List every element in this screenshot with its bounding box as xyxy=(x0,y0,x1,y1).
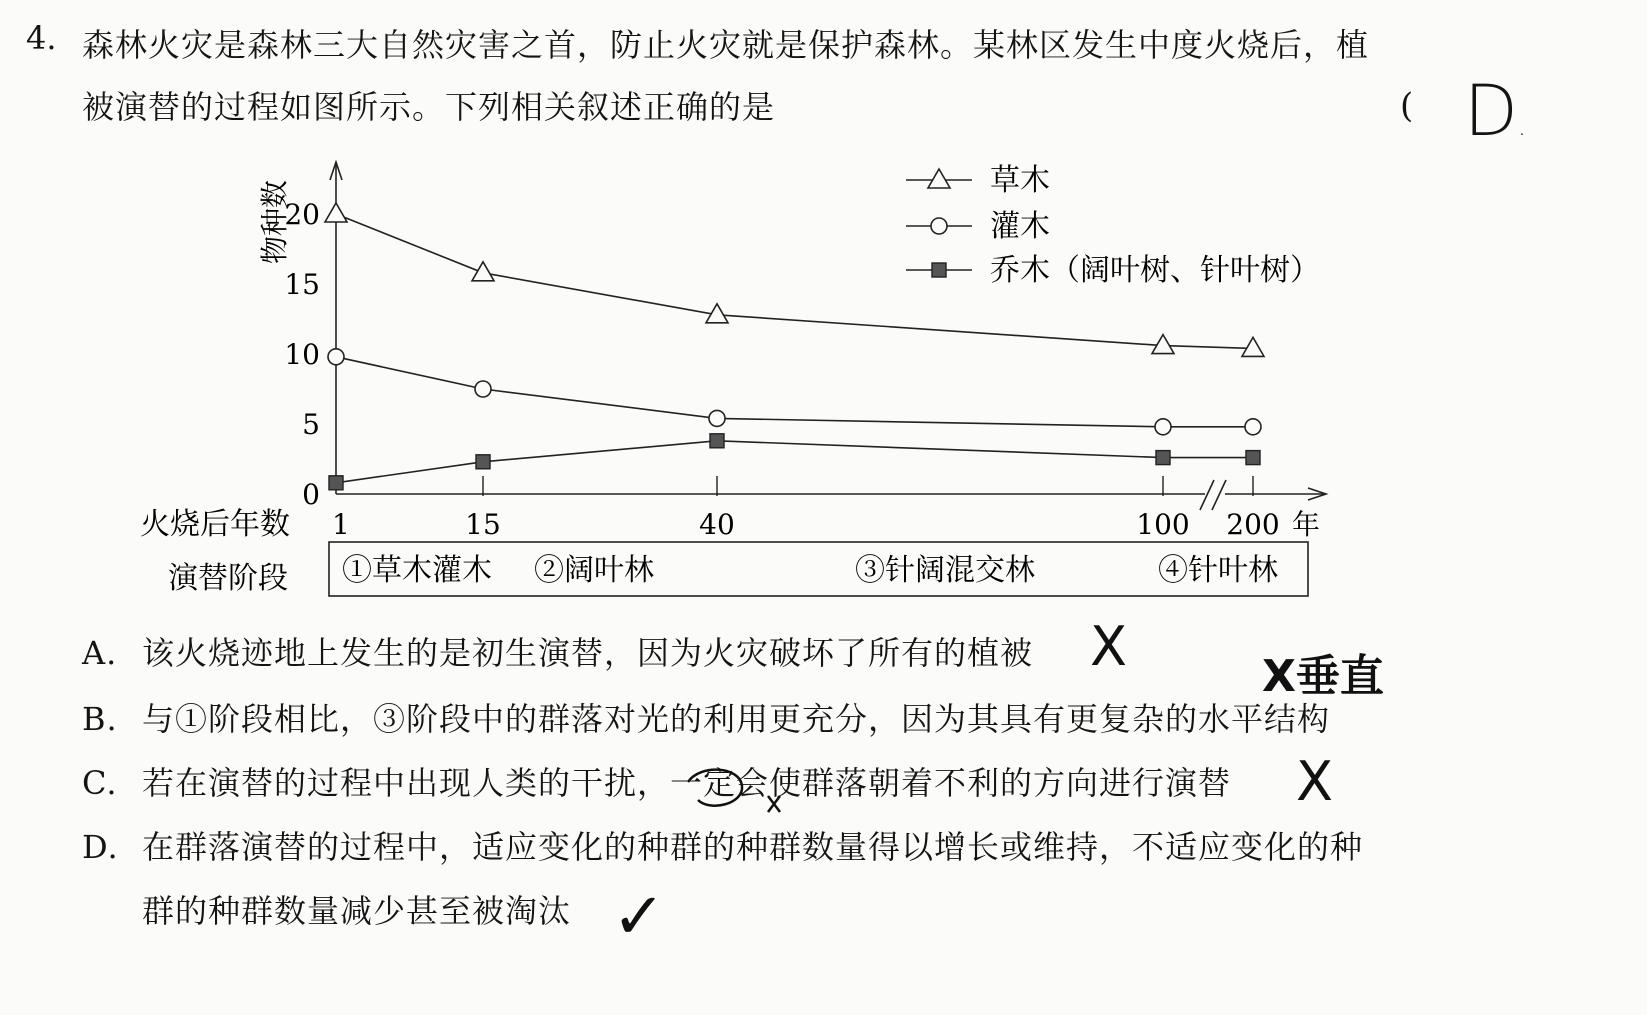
circle-marker xyxy=(931,218,947,234)
x-axis-label: 火烧后年数 xyxy=(140,507,290,542)
triangle-marker xyxy=(1152,335,1174,354)
option-b-text: 与①阶段相比，③阶段中的群落对光的利用更充分，因为其具有更复杂的水平结构 xyxy=(142,700,1331,738)
handwritten-answer: D. xyxy=(1464,70,1527,152)
chart-lines xyxy=(325,203,1264,490)
option-d-cont-text: 群的种群数量减少甚至被淘汰 xyxy=(142,892,572,930)
stage-label: ④针叶林 xyxy=(1158,553,1278,588)
succession-chart xyxy=(0,150,1647,610)
option-d-label: D. xyxy=(82,828,119,866)
x-tick-label: 40 xyxy=(699,508,735,541)
legend-label: 乔木（阔叶树、针叶树） xyxy=(990,253,1320,288)
y-tick-label: 10 xyxy=(284,338,320,371)
y-tick-label: 20 xyxy=(284,198,320,231)
mark-d: ✓ xyxy=(612,880,666,954)
option-a-text: 该火烧迹地上发生的是初生演替，因为火灾破坏了所有的植被 xyxy=(142,634,1034,672)
legend-label: 草木 xyxy=(990,163,1050,198)
circle-marker xyxy=(709,410,725,426)
circle-marker xyxy=(1245,419,1261,435)
stage-row-label: 演替阶段 xyxy=(168,561,288,596)
circle-marker xyxy=(328,349,344,365)
option-c-label: C. xyxy=(82,764,118,802)
x-tick-label: 1 xyxy=(332,508,350,541)
stage-label: ①草木灌木 xyxy=(342,553,492,588)
stem-line-2: 被演替的过程如图所示。下列相关叙述正确的是 xyxy=(82,88,776,126)
axis-break-mark xyxy=(1200,480,1214,510)
scribble-circle-icon xyxy=(680,760,790,820)
y-tick-label: 0 xyxy=(302,478,320,511)
y-tick-label: 15 xyxy=(284,268,320,301)
answer-paren: ( xyxy=(1400,86,1414,126)
option-c xyxy=(82,752,1231,814)
option-a-label: A. xyxy=(82,634,118,672)
triangle-marker xyxy=(928,169,950,188)
triangle-marker xyxy=(472,262,494,281)
axis-break-mark xyxy=(1212,480,1226,510)
legend-label: 灌木 xyxy=(990,209,1050,244)
square-marker xyxy=(1246,451,1260,465)
stage-label: ②阔叶林 xyxy=(534,553,654,588)
chart-legend xyxy=(906,163,1320,288)
x-tick-label: 100 xyxy=(1136,508,1190,541)
square-marker xyxy=(329,476,343,490)
circle-marker xyxy=(1155,419,1171,435)
mark-b: X垂直 xyxy=(1262,651,1384,702)
series-line xyxy=(336,357,1253,427)
question-number: 4. xyxy=(26,19,57,57)
option-d xyxy=(82,816,1363,878)
question-stem xyxy=(82,14,1562,138)
x-unit-label: 年 xyxy=(1292,508,1321,541)
option-b-label: B. xyxy=(82,700,118,738)
y-axis-label: 物种数 xyxy=(258,180,291,265)
square-marker xyxy=(476,455,490,469)
triangle-marker xyxy=(1242,337,1264,356)
mark-c: X xyxy=(1296,750,1333,813)
x-tick-label: 200 xyxy=(1226,508,1280,541)
stem-line-1: 森林火灾是森林三大自然灾害之首，防止火灾就是保护森林。某林区发生中度火烧后，植 xyxy=(82,26,1370,64)
mark-a: X xyxy=(1090,615,1127,678)
y-tick-label: 5 xyxy=(302,408,320,441)
option-c-text: 若在演替的过程中出现人类的干扰，一定会使群落朝着不利的方向进行演替 xyxy=(142,764,1232,802)
series-line xyxy=(336,441,1253,483)
chart-labels xyxy=(140,180,1320,596)
option-d-cont xyxy=(82,880,571,942)
triangle-marker xyxy=(325,203,347,222)
x-tick-label: 15 xyxy=(465,508,501,541)
option-a xyxy=(82,622,1033,684)
stage-label: ③针阔混交林 xyxy=(855,553,1035,588)
option-d-text: 在群落演替的过程中，适应变化的种群的种群数量得以增长或维持，不适应变化的种 xyxy=(142,828,1364,866)
option-b xyxy=(82,688,1330,750)
square-marker xyxy=(932,263,946,277)
square-marker xyxy=(1156,451,1170,465)
circle-marker xyxy=(475,381,491,397)
square-marker xyxy=(710,434,724,448)
